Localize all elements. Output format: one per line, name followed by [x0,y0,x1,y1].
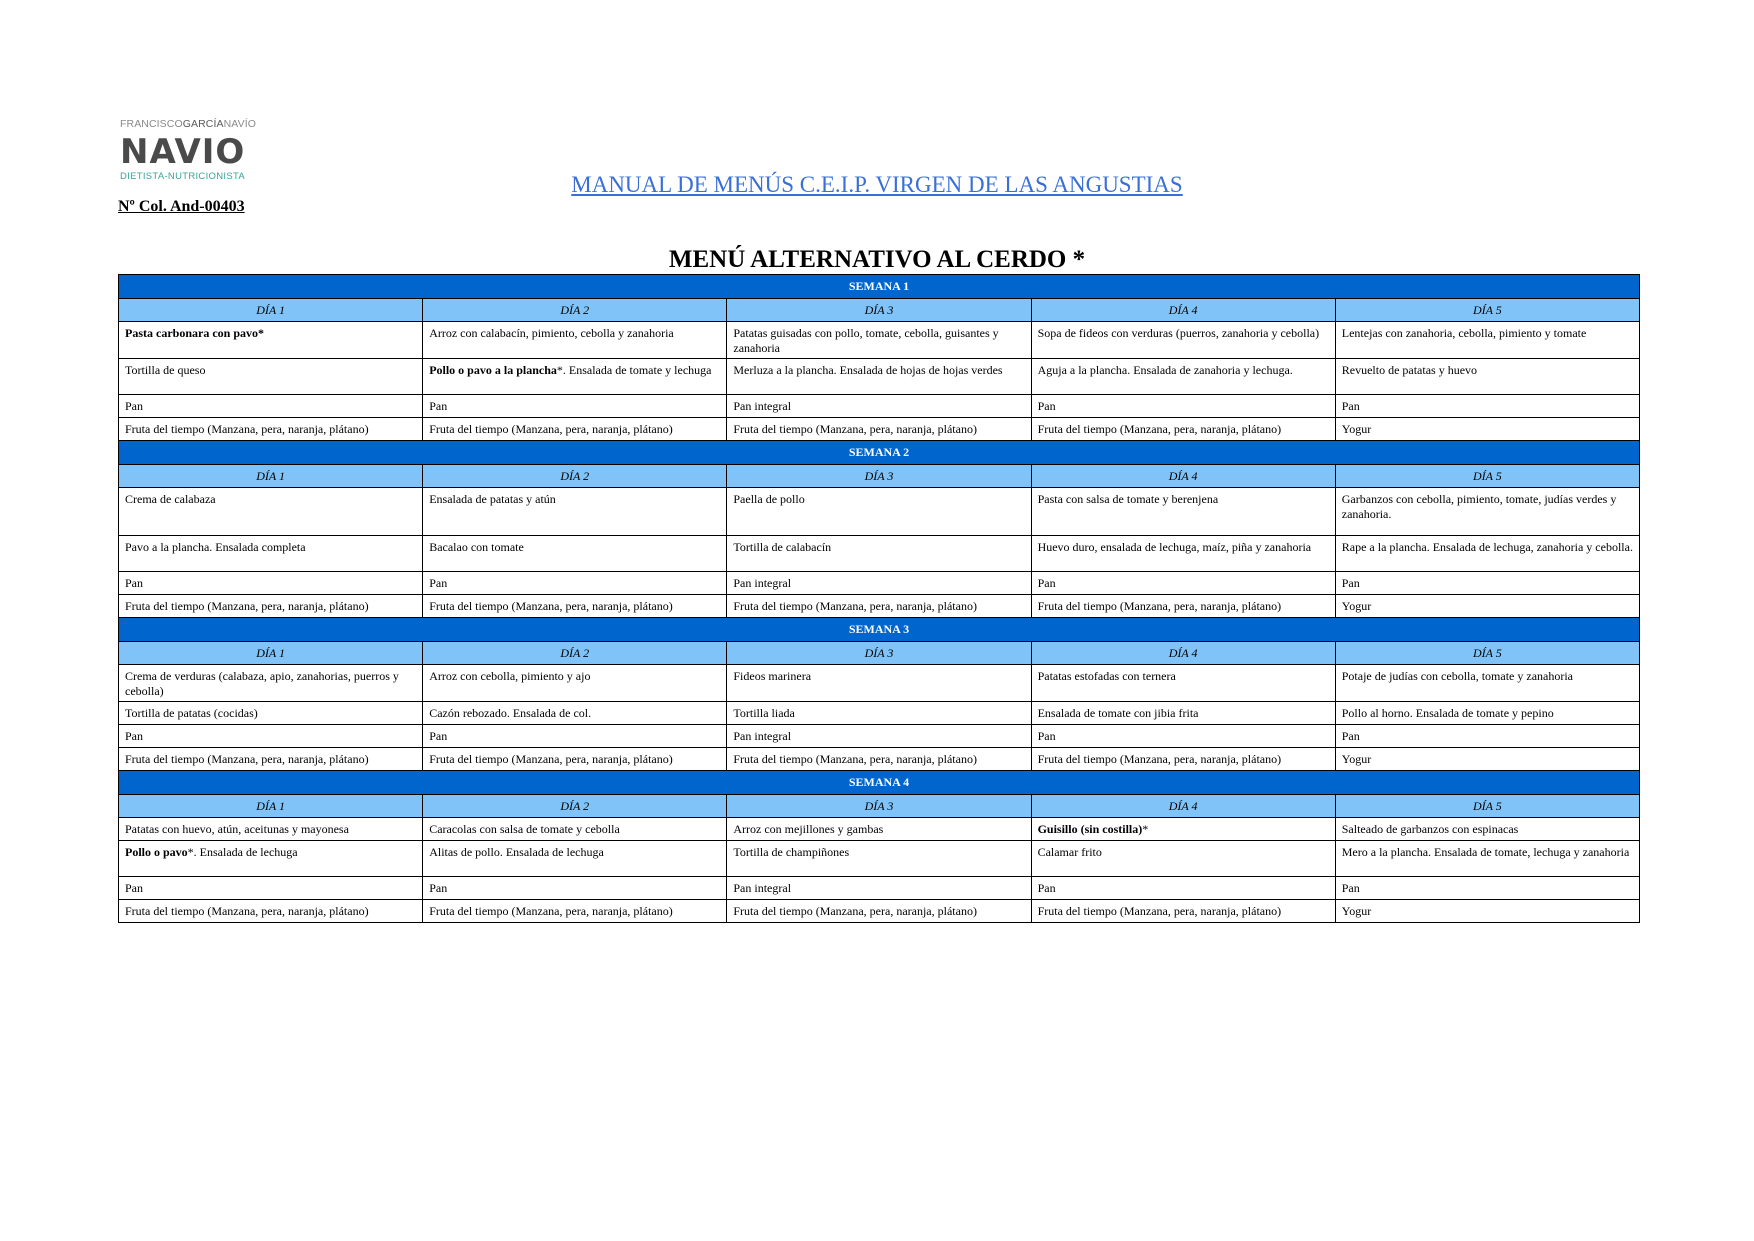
meal-cell [727,900,1031,923]
meal-text: Pan [429,576,448,590]
meal-text: Yogur [1341,904,1372,918]
meal-cell [423,877,727,900]
meal-cell [423,488,727,536]
day-label: DÍA 4 [1031,464,1335,488]
meal-bold-text: Guisillo (sin costilla) [1037,822,1143,836]
meal-cell [727,572,1031,595]
meal-text: Pan [125,881,143,895]
day-label: DÍA 4 [1031,794,1335,818]
meal-text: Pan integral [733,729,792,743]
meal-text: Fruta del tiempo (Manzana, pera, naranja, plátano) [429,599,673,613]
meal-cell [1335,665,1639,702]
meal-text: Fruta del tiempo (Manzana, pera, naranja, plátano) [125,752,369,766]
meal-cell [423,818,727,841]
meal-cell [119,900,423,923]
day-label: DÍA 1 [119,298,423,322]
meal-row [119,418,1640,441]
day-label: DÍA 2 [423,641,727,665]
meal-row [119,841,1640,877]
day-label: DÍA 3 [727,641,1031,665]
meal-text: Pan integral [733,881,792,895]
day-label: DÍA 3 [727,464,1031,488]
meal-text: Pan [125,399,143,413]
meal-text: Salteado de garbanzos con espinacas [1341,822,1519,836]
meal-text: Bacalao con tomate [429,540,524,554]
meal-text: Pan [1341,399,1360,413]
meal-cell [1335,322,1639,359]
meal-text: Ensalada de patatas y atún [429,492,556,506]
day-label: DÍA 5 [1335,298,1639,322]
meal-text: Caracolas con salsa de tomate y cebolla [429,822,620,836]
meal-text: Fruta del tiempo (Manzana, pera, naranja, plátano) [733,904,977,918]
meal-text: Mero a la plancha. Ensalada de tomate, lechuga y zanahoria [1341,845,1630,859]
meal-text: Pan [429,881,448,895]
meal-text: Arroz con calabacín, pimiento, cebolla y zanahoria [429,326,674,340]
meal-cell [727,877,1031,900]
meal-text: Rape a la plancha. Ensalada de lechuga, zanahoria y cebolla. [1341,540,1633,554]
meal-text: Tortilla de calabacín [733,540,832,554]
meal-cell [727,322,1031,359]
meal-row [119,665,1640,702]
meal-cell [727,359,1031,395]
meal-text: Yogur [1341,752,1372,766]
meal-text: Fruta del tiempo (Manzana, pera, naranja, plátano) [125,904,369,918]
meal-cell [727,488,1031,536]
week-header-row [119,771,1640,795]
meal-text: Pan [429,729,448,743]
meal-text: Paella de pollo [733,492,805,506]
meal-cell [1031,665,1335,702]
meal-cell [1335,418,1639,441]
meal-row [119,595,1640,618]
meal-text: Fruta del tiempo (Manzana, pera, naranja, plátano) [733,422,977,436]
meal-text: Yogur [1341,422,1372,436]
meal-text: Crema de verduras (calabaza, apio, zanahorias, puerros y cebolla) [125,669,399,698]
meal-row [119,572,1640,595]
meal-cell [119,877,423,900]
meal-bold-text: Pollo o pavo [125,845,188,859]
meal-row [119,359,1640,395]
meal-cell [1031,395,1335,418]
meal-row [119,322,1640,359]
meal-row [119,395,1640,418]
meal-text: Crema de calabaza [125,492,216,506]
meal-cell [119,418,423,441]
meal-cell [1335,725,1639,748]
meal-text: Pan [1037,576,1056,590]
meal-cell [1031,702,1335,725]
day-header-row [119,464,1640,488]
meal-row [119,900,1640,923]
meal-text: Merluza a la plancha. Ensalada de hojas de hojas verdes [733,363,1003,377]
meal-cell [423,395,727,418]
meal-text: Fruta del tiempo (Manzana, pera, naranja, plátano) [429,904,673,918]
meal-cell [1335,818,1639,841]
meal-cell [119,572,423,595]
meal-text: Fruta del tiempo (Manzana, pera, naranja, plátano) [733,599,977,613]
day-label: DÍA 3 [727,794,1031,818]
meal-text: Pavo a la plancha. Ensalada completa [125,540,306,554]
meal-text: *. Ensalada de lechuga [187,845,298,859]
meal-text: Huevo duro, ensalada de lechuga, maíz, piña y zanahoria [1037,540,1312,554]
meal-text: Fruta del tiempo (Manzana, pera, naranja, plátano) [1037,904,1282,918]
meal-cell [1335,359,1639,395]
day-header-row [119,298,1640,322]
logo-subtitle: DIETISTA-NUTRICIONISTA [120,171,245,182]
day-label: DÍA 2 [423,794,727,818]
meal-cell [119,395,423,418]
meal-row [119,536,1640,572]
meal-text: Calamar frito [1037,845,1102,859]
meal-row [119,877,1640,900]
meal-text: Sopa de fideos con verduras (puerros, zanahoria y cebolla) [1037,326,1320,340]
meal-text: Patatas estofadas con ternera [1037,669,1176,683]
meal-text: Aguja a la plancha. Ensalada de zanahoria y lechuga. [1037,363,1293,377]
meal-cell [119,322,423,359]
meal-text: Arroz con cebolla, pimiento y ajo [429,669,591,683]
meal-cell [1335,536,1639,572]
meal-text: * [1142,822,1149,836]
meal-cell [1031,418,1335,441]
meal-cell [1031,488,1335,536]
meal-row [119,818,1640,841]
meal-text: Pan integral [733,576,792,590]
meal-cell [119,841,423,877]
meal-text: Pollo al horno. Ensalada de tomate y pepino [1341,706,1554,720]
week-header-row [119,275,1640,299]
day-label: DÍA 4 [1031,298,1335,322]
meal-text: Cazón rebozado. Ensalada de col. [429,706,592,720]
meal-text: Pan [125,576,143,590]
day-label: DÍA 5 [1335,794,1639,818]
meal-text: Fruta del tiempo (Manzana, pera, naranja, plátano) [125,599,369,613]
meal-text: Ensalada de tomate con jibia frita [1037,706,1199,720]
meal-cell [727,595,1031,618]
meal-cell [1031,572,1335,595]
meal-cell [423,418,727,441]
meal-cell [423,900,727,923]
logo-brand: NAVIO [120,132,246,172]
meal-cell [1335,395,1639,418]
meal-text: Garbanzos con cebolla, pimiento, tomate, judías verdes y zanahoria. [1341,492,1617,521]
meal-text: Alitas de pollo. Ensalada de lechuga [429,845,604,859]
meal-cell [423,748,727,771]
meal-cell [727,725,1031,748]
meal-text: Tortilla de champiñones [733,845,850,859]
meal-text: Potaje de judías con cebolla, tomate y zanahoria [1341,669,1573,683]
meal-text: Tortilla liada [733,706,795,720]
meal-cell [1031,595,1335,618]
menu-table-body [119,275,1640,923]
meal-text: Fruta del tiempo (Manzana, pera, naranja, plátano) [1037,599,1282,613]
meal-cell [423,536,727,572]
meal-cell [1335,900,1639,923]
meal-cell [1335,488,1639,536]
meal-text: Pan [125,729,143,743]
day-label: DÍA 1 [119,464,423,488]
week-label: SEMANA 4 [119,771,1640,795]
day-label: DÍA 1 [119,794,423,818]
meal-cell [119,595,423,618]
meal-cell [727,841,1031,877]
meal-cell [119,536,423,572]
meal-text: Yogur [1341,599,1372,613]
meal-text: Lentejas con zanahoria, cebolla, pimiento y tomate [1341,326,1587,340]
meal-cell [1031,841,1335,877]
meal-cell [1031,877,1335,900]
meal-cell [423,572,727,595]
meal-row [119,725,1640,748]
meal-text: Fruta del tiempo (Manzana, pera, naranja, plátano) [429,752,673,766]
meal-cell [1031,818,1335,841]
meal-bold-text: Pollo o pavo a la plancha [429,363,557,377]
meal-text: *. Ensalada de tomate y lechuga [556,363,712,377]
meal-cell [1031,322,1335,359]
meal-text: Pan [1037,729,1056,743]
meal-row [119,702,1640,725]
meal-cell [727,818,1031,841]
meal-cell [727,536,1031,572]
meal-cell [1031,748,1335,771]
meal-cell [119,702,423,725]
meal-cell [727,702,1031,725]
menu-table [118,274,1640,923]
manual-title-link[interactable]: MANUAL DE MENÚS C.E.I.P. VIRGEN DE LAS ANGUSTIAS [571,172,1183,197]
week-label: SEMANA 2 [119,441,1640,465]
meal-cell [423,359,727,395]
meal-cell [1031,359,1335,395]
meal-text: Fruta del tiempo (Manzana, pera, naranja, plátano) [1037,752,1282,766]
day-label: DÍA 5 [1335,641,1639,665]
meal-text: Tortilla de queso [125,363,206,377]
week-label: SEMANA 3 [119,618,1640,642]
meal-cell [1031,900,1335,923]
meal-cell [1031,536,1335,572]
meal-cell [727,395,1031,418]
meal-cell [1335,595,1639,618]
meal-text: Fruta del tiempo (Manzana, pera, naranja, plátano) [733,752,977,766]
meal-text: Pan [1341,576,1360,590]
meal-text: Pan [429,399,448,413]
day-label: DÍA 4 [1031,641,1335,665]
week-header-row [119,441,1640,465]
meal-text: Fideos marinera [733,669,812,683]
meal-cell [119,748,423,771]
meal-cell [1335,841,1639,877]
meal-text: Pan [1341,729,1360,743]
meal-text: Patatas con huevo, atún, aceitunas y mayonesa [125,822,349,836]
meal-text: Tortilla de patatas (cocidas) [125,706,258,720]
meal-cell [1335,702,1639,725]
meal-text: Pan [1037,399,1056,413]
meal-bold-text: Pasta carbonara con pavo* [125,326,264,340]
meal-text: Pan [1037,881,1056,895]
meal-cell [423,702,727,725]
meal-cell [727,418,1031,441]
meal-text: Revuelto de patatas y huevo [1341,363,1478,377]
meal-text: Arroz con mejillones y gambas [733,822,884,836]
day-label: DÍA 3 [727,298,1031,322]
day-label: DÍA 1 [119,641,423,665]
meal-row [119,488,1640,536]
meal-row [119,748,1640,771]
meal-cell [119,488,423,536]
meal-cell [727,748,1031,771]
meal-cell [119,359,423,395]
meal-text: Pasta con salsa de tomate y berenjena [1037,492,1219,506]
meal-cell [727,665,1031,702]
day-label: DÍA 5 [1335,464,1639,488]
meal-cell [1335,748,1639,771]
day-header-row [119,641,1640,665]
meal-cell [1031,725,1335,748]
day-label: DÍA 2 [423,464,727,488]
meal-text: Pan integral [733,399,792,413]
meal-text: Fruta del tiempo (Manzana, pera, naranja, plátano) [1037,422,1282,436]
meal-text: Fruta del tiempo (Manzana, pera, naranja, plátano) [429,422,673,436]
day-header-row [119,794,1640,818]
logo-name-line: FRANCISCOGARCÍANAVÍO [120,118,257,130]
meal-cell [423,841,727,877]
meal-cell [423,322,727,359]
week-header-row [119,618,1640,642]
week-label: SEMANA 1 [119,275,1640,299]
meal-cell [119,818,423,841]
colegiado-number: Nº Col. And-00403 [118,198,245,215]
day-label: DÍA 2 [423,298,727,322]
meal-cell [119,725,423,748]
meal-cell [1335,877,1639,900]
meal-cell [423,665,727,702]
meal-cell [423,725,727,748]
meal-text: Pan [1341,881,1360,895]
meal-cell [1335,572,1639,595]
meal-cell [119,665,423,702]
meal-text: Patatas guisadas con pollo, tomate, cebolla, guisantes y zanahoria [733,326,999,355]
meal-text: Fruta del tiempo (Manzana, pera, naranja, plátano) [125,422,369,436]
meal-cell [423,595,727,618]
menu-title: MENÚ ALTERNATIVO AL CERDO * [668,246,1086,273]
